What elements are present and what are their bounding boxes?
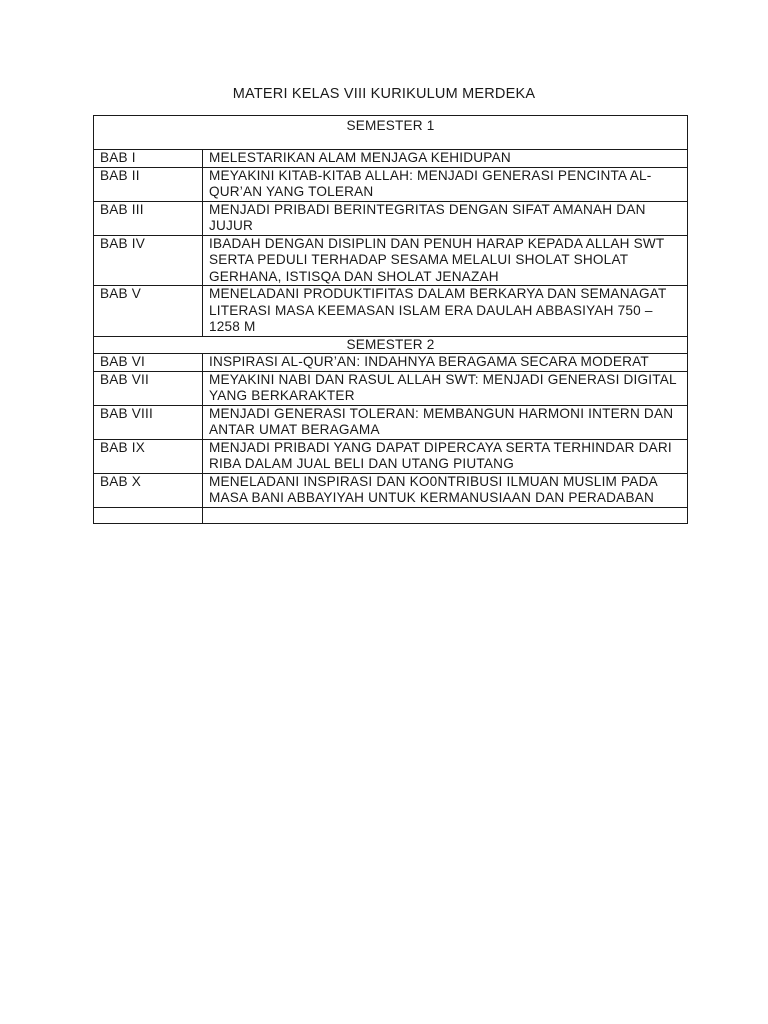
bab-cell: BAB III <box>94 201 203 235</box>
empty-bab-cell <box>94 507 203 523</box>
bab-cell: BAB I <box>94 150 203 168</box>
bab-cell: BAB VIII <box>94 405 203 439</box>
table-row <box>94 235 688 286</box>
bab-cell: BAB IV <box>94 235 203 286</box>
bab-cell: BAB V <box>94 286 203 337</box>
empty-table-row <box>94 507 688 523</box>
judul-cell: MENELADANI PRODUKTIFITAS DALAM BERKARYA DAN SEMANAGAT LITERASI MASA KEEMASAN ISLAM ERA DAULAH ABBASIYAH 750 – 1258 M <box>203 286 688 337</box>
document-title: MATERI KELAS VIII KURIKULUM MERDEKA <box>232 86 536 102</box>
judul-cell: MEYAKINI KITAB-KITAB ALLAH: MENJADI GENERASI PENCINTA AL-QUR’AN YANG TOLERAN <box>203 167 688 201</box>
bab-cell: BAB II <box>94 167 203 201</box>
judul-cell: MEYAKINI NABI DAN RASUL ALLAH SWT: MENJADI GENERASI DIGITAL YANG BERKARAKTER <box>203 371 688 405</box>
judul-cell: MENELADANI INSPIRASI DAN KO0NTRIBUSI ILMUAN MUSLIM PADA MASA BANI ABBAYIYAH UNTUK KERMANUSIAAN DAN PERADABAN <box>203 473 688 507</box>
bab-cell: BAB VII <box>94 371 203 405</box>
table-row <box>94 150 688 168</box>
materi-table <box>93 115 688 524</box>
table-row <box>94 286 688 337</box>
table-row <box>94 354 688 372</box>
semester-2-header-row <box>94 336 688 354</box>
judul-cell: MENJADI GENERASI TOLERAN: MEMBANGUN HARMONI INTERN DAN ANTAR UMAT BERAGAMA <box>203 405 688 439</box>
judul-cell: MELESTARIKAN ALAM MENJAGA KEHIDUPAN <box>203 150 688 168</box>
judul-cell: MENJADI PRIBADI BERINTEGRITAS DENGAN SIFAT AMANAH DAN JUJUR <box>203 201 688 235</box>
judul-cell: IBADAH DENGAN DISIPLIN DAN PENUH HARAP KEPADA ALLAH SWT SERTA PEDULI TERHADAP SESAMA MELALUI SHOLAT SHOLAT GERHANA, ISTISQA DAN SHOLAT JENAZAH <box>203 235 688 286</box>
judul-cell: MENJADI PRIBADI YANG DAPAT DIPERCAYA SERTA TERHINDAR DARI RIBA DALAM JUAL BELI DAN UTANG PIUTANG <box>203 439 688 473</box>
bab-cell: BAB X <box>94 473 203 507</box>
semester-1-header-row <box>94 116 688 150</box>
empty-judul-cell <box>203 507 688 523</box>
table-row <box>94 201 688 235</box>
table-row <box>94 439 688 473</box>
judul-cell: INSPIRASI AL-QUR’AN: INDAHNYA BERAGAMA SECARA MODERAT <box>203 354 688 372</box>
bab-cell: BAB VI <box>94 354 203 372</box>
semester-1-label: SEMESTER 1 <box>94 116 688 150</box>
bab-cell: BAB IX <box>94 439 203 473</box>
table-row <box>94 167 688 201</box>
table-row <box>94 371 688 405</box>
table-row <box>94 473 688 507</box>
semester-2-label: SEMESTER 2 <box>94 336 688 354</box>
table-row <box>94 405 688 439</box>
